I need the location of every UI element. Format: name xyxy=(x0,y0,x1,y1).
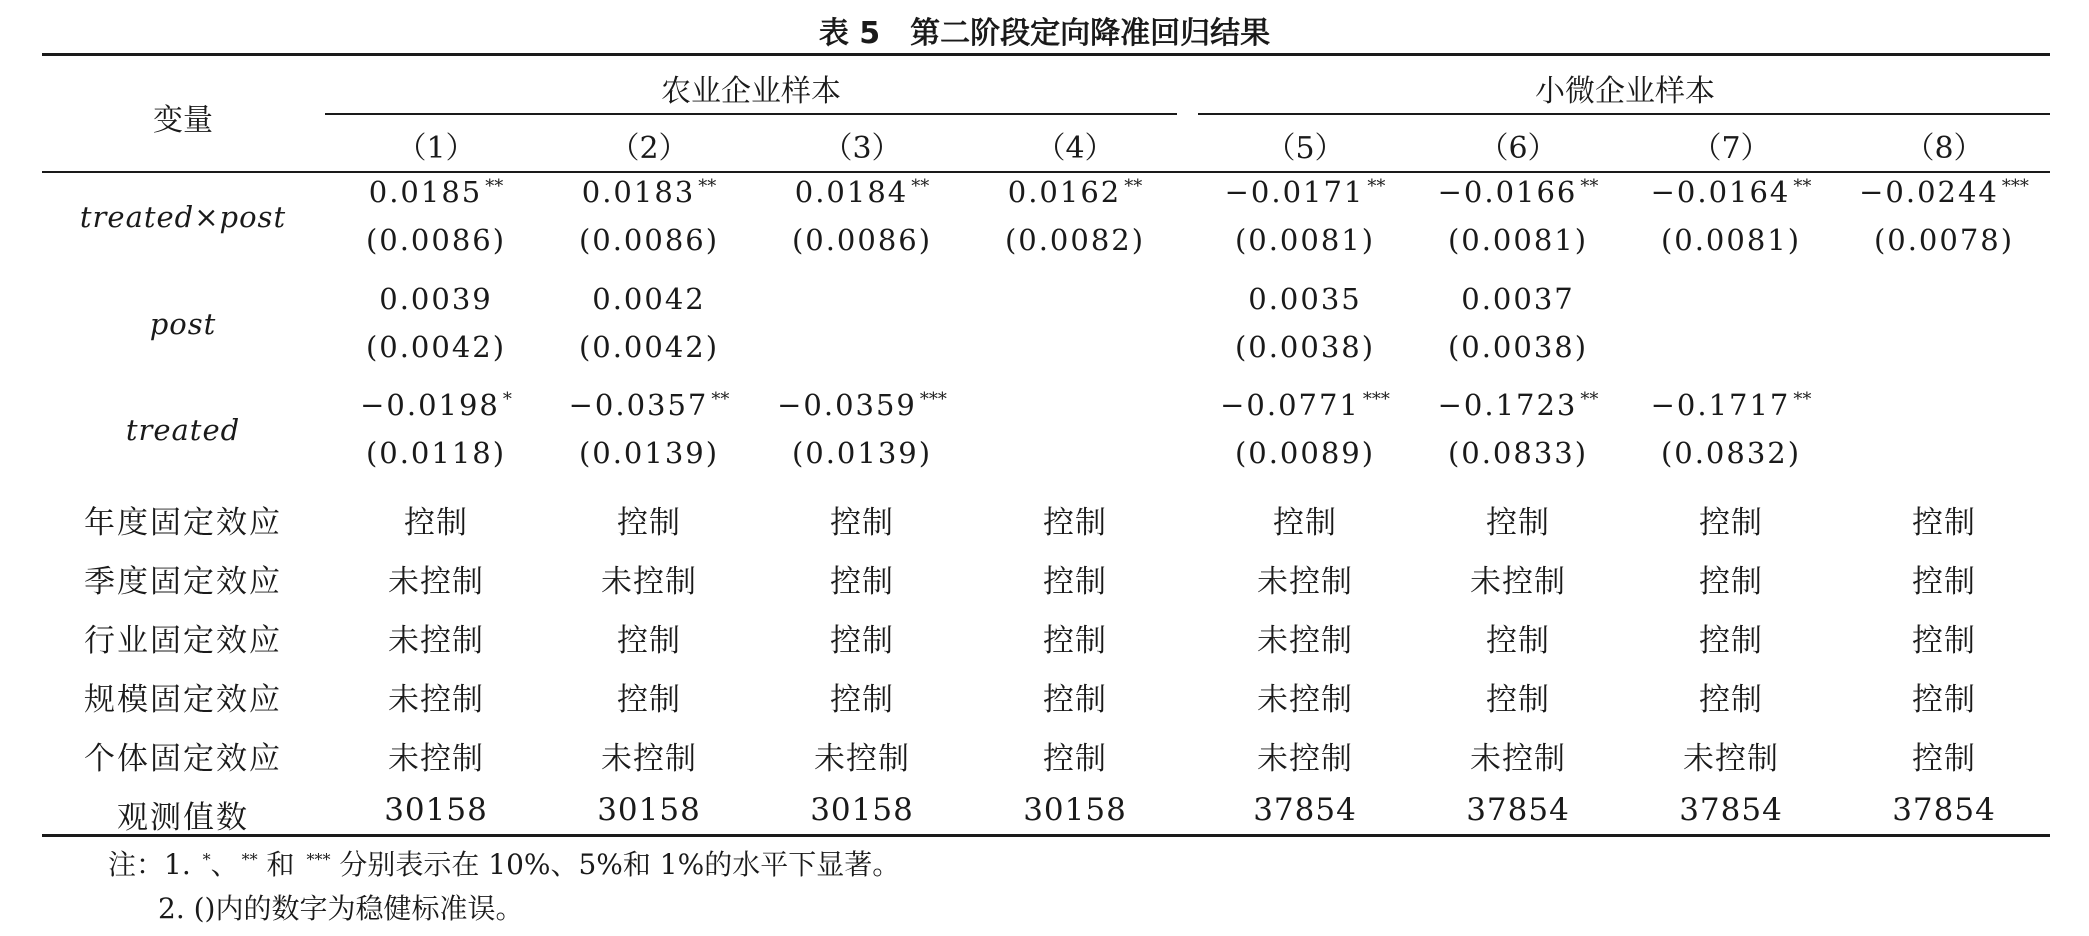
standard-error-cell: (0.0086) xyxy=(791,223,933,257)
coefficient-value: −0.0166 xyxy=(1437,175,1578,209)
standard-error-cell: (0.0139) xyxy=(791,436,933,470)
fixed-effect-cell: 30158 xyxy=(810,792,914,828)
group-rule-right xyxy=(1198,113,2050,115)
group-rule-left xyxy=(325,113,1177,115)
coefficient-value: 0.0037 xyxy=(1461,282,1575,316)
coefficient-value: −0.1717 xyxy=(1650,388,1791,422)
significance-stars: ** xyxy=(1580,176,1599,197)
fixed-effect-cell: 控制 xyxy=(1912,623,1976,659)
fixed-effect-cell: 30158 xyxy=(597,792,701,828)
fixed-effect-label: 个体固定效应 xyxy=(84,741,282,777)
coefficient-cell xyxy=(1225,175,1386,209)
coefficient-value: 0.0184 xyxy=(794,175,909,209)
fixed-effect-label: 季度固定效应 xyxy=(84,564,282,600)
standard-error-cell: (0.0081) xyxy=(1447,223,1589,257)
group-header-small-micro: 小微企业样本 xyxy=(1535,74,1715,109)
column-header: （7） xyxy=(1691,131,1771,166)
standard-error-cell: (0.0038) xyxy=(1447,330,1589,364)
coefficient-value: −0.0357 xyxy=(568,388,709,422)
fixed-effect-label: 观测值数 xyxy=(117,800,249,836)
top-rule xyxy=(42,53,2050,56)
coefficient-value: −0.0198 xyxy=(360,388,500,422)
fixed-effect-cell: 控制 xyxy=(1486,505,1550,541)
coefficient-cell xyxy=(1651,388,1812,422)
fixed-effect-cell: 控制 xyxy=(1699,505,1763,541)
table-title: 表 5 第二阶段定向降准回归结果 xyxy=(818,16,1271,51)
coefficient-cell xyxy=(1651,175,1812,209)
fixed-effect-label: 年度固定效应 xyxy=(84,505,282,541)
significance-stars: *** xyxy=(2001,176,2029,197)
fixed-effect-cell: 30158 xyxy=(1023,792,1127,828)
fixed-effect-cell: 未控制 xyxy=(1470,564,1566,600)
fixed-effect-cell: 未控制 xyxy=(601,564,697,600)
coefficient-cell xyxy=(379,282,492,316)
note-line-1 xyxy=(108,843,900,883)
standard-error-cell: (0.0038) xyxy=(1234,330,1376,364)
note-star-2: ** xyxy=(241,850,258,869)
significance-stars: ** xyxy=(485,176,504,197)
coefficient-cell xyxy=(592,282,705,316)
coefficient-value: −0.0359 xyxy=(777,388,917,422)
significance-stars: ** xyxy=(1793,389,1812,410)
coefficient-value: −0.0771 xyxy=(1220,388,1360,422)
fixed-effect-cell: 未控制 xyxy=(814,741,910,777)
coefficient-cell xyxy=(1008,175,1142,209)
significance-stars: ** xyxy=(911,176,930,197)
note-star-3: *** xyxy=(306,850,331,869)
significance-stars: * xyxy=(502,389,512,410)
coefficient-value: −0.0164 xyxy=(1650,175,1791,209)
fixed-effect-cell: 37854 xyxy=(1466,792,1570,828)
note-mid: 和 xyxy=(257,848,304,881)
coefficient-cell xyxy=(369,175,503,209)
standard-error-cell: (0.0081) xyxy=(1234,223,1376,257)
fixed-effect-cell: 未控制 xyxy=(1683,741,1779,777)
column-header: （5） xyxy=(1265,131,1345,166)
note-line-2: 2. ()内的数字为稳健标准误。 xyxy=(158,892,524,925)
coefficient-cell xyxy=(777,388,947,422)
fixed-effect-cell: 控制 xyxy=(617,682,681,718)
fixed-effect-cell: 未控制 xyxy=(1257,623,1353,659)
fixed-effect-cell: 37854 xyxy=(1892,792,1996,828)
note-prefix: 注：1. xyxy=(108,848,200,881)
column-header: （1） xyxy=(396,131,476,166)
coefficient-value: 0.0035 xyxy=(1248,282,1362,316)
note-star-1: * xyxy=(202,850,211,869)
coefficient-cell xyxy=(1220,388,1390,422)
variable-label: treated xyxy=(125,413,241,447)
significance-stars: ** xyxy=(711,389,730,410)
coefficient-value: −0.0171 xyxy=(1224,175,1365,209)
fixed-effect-cell: 未控制 xyxy=(388,682,484,718)
fixed-effect-cell: 控制 xyxy=(1912,682,1976,718)
variable-label: post xyxy=(149,307,217,341)
fixed-effect-cell: 控制 xyxy=(1699,564,1763,600)
coefficient-value: 0.0183 xyxy=(581,175,696,209)
standard-error-cell: (0.0042) xyxy=(365,330,507,364)
significance-stars: ** xyxy=(1580,389,1599,410)
fixed-effect-cell: 控制 xyxy=(1043,505,1107,541)
fixed-effect-cell: 未控制 xyxy=(388,564,484,600)
fixed-effect-cell: 控制 xyxy=(1043,564,1107,600)
variable-header: 变量 xyxy=(153,103,213,138)
fixed-effect-cell: 控制 xyxy=(1912,564,1976,600)
fixed-effect-cell: 未控制 xyxy=(601,741,697,777)
coefficient-value: 0.0185 xyxy=(368,175,483,209)
coefficient-cell xyxy=(795,175,929,209)
fixed-effect-cell: 控制 xyxy=(830,564,894,600)
fixed-effect-cell: 控制 xyxy=(1043,741,1107,777)
standard-error-cell: (0.0078) xyxy=(1873,223,2015,257)
fixed-effect-cell: 控制 xyxy=(617,505,681,541)
fixed-effect-cell: 控制 xyxy=(617,623,681,659)
column-header: （3） xyxy=(822,131,902,166)
fixed-effect-label: 规模固定效应 xyxy=(84,682,282,718)
standard-error-cell: (0.0139) xyxy=(578,436,720,470)
standard-error-cell: (0.0833) xyxy=(1447,436,1589,470)
standard-error-cell: (0.0086) xyxy=(578,223,720,257)
standard-error-cell: (0.0042) xyxy=(578,330,720,364)
fixed-effect-cell: 控制 xyxy=(830,682,894,718)
fixed-effect-cell: 控制 xyxy=(830,505,894,541)
significance-stars: ** xyxy=(1367,176,1386,197)
fixed-effect-cell: 30158 xyxy=(384,792,488,828)
significance-stars: *** xyxy=(1362,389,1390,410)
fixed-effect-cell: 控制 xyxy=(1912,505,1976,541)
coefficient-cell xyxy=(1859,175,2029,209)
coefficient-cell xyxy=(1248,282,1361,316)
fixed-effect-cell: 未控制 xyxy=(388,623,484,659)
fixed-effect-cell: 控制 xyxy=(1486,623,1550,659)
coefficient-cell xyxy=(1438,388,1599,422)
column-header: （4） xyxy=(1035,131,1115,166)
significance-stars: ** xyxy=(1124,176,1143,197)
note-suffix: 分别表示在 10%、5%和 1%的水平下显著。 xyxy=(330,848,901,881)
coefficient-cell xyxy=(360,388,512,422)
coefficient-value: 0.0042 xyxy=(592,282,706,316)
coefficient-cell xyxy=(1438,175,1599,209)
fixed-effect-cell: 未控制 xyxy=(1257,682,1353,718)
fixed-effect-cell: 控制 xyxy=(1486,682,1550,718)
fixed-effect-cell: 控制 xyxy=(1912,741,1976,777)
standard-error-cell: (0.0082) xyxy=(1004,223,1146,257)
variable-label: treated×post xyxy=(79,200,287,234)
coefficient-value: 0.0039 xyxy=(379,282,493,316)
fixed-effect-cell: 未控制 xyxy=(388,741,484,777)
note-sep: 、 xyxy=(210,848,239,881)
header-rule xyxy=(42,171,2050,173)
coefficient-value: −0.0244 xyxy=(1859,175,1999,209)
fixed-effect-cell: 未控制 xyxy=(1257,564,1353,600)
standard-error-cell: (0.0081) xyxy=(1660,223,1802,257)
coefficient-value: −0.1723 xyxy=(1437,388,1578,422)
column-header: （2） xyxy=(609,131,689,166)
fixed-effect-cell: 控制 xyxy=(1043,623,1107,659)
coefficient-cell xyxy=(1461,282,1574,316)
fixed-effect-cell: 控制 xyxy=(1273,505,1337,541)
coefficient-cell xyxy=(582,175,716,209)
column-header: （6） xyxy=(1478,131,1558,166)
significance-stars: ** xyxy=(1793,176,1812,197)
standard-error-cell: (0.0118) xyxy=(365,436,507,470)
fixed-effect-cell: 控制 xyxy=(404,505,468,541)
fixed-effect-cell: 控制 xyxy=(1699,682,1763,718)
column-header: （8） xyxy=(1904,131,1984,166)
fixed-effect-cell: 未控制 xyxy=(1257,741,1353,777)
group-header-agriculture: 农业企业样本 xyxy=(661,74,841,109)
fixed-effect-cell: 控制 xyxy=(1699,623,1763,659)
coefficient-value: 0.0162 xyxy=(1007,175,1122,209)
standard-error-cell: (0.0089) xyxy=(1234,436,1376,470)
standard-error-cell: (0.0086) xyxy=(365,223,507,257)
fixed-effect-label: 行业固定效应 xyxy=(84,623,282,659)
significance-stars: *** xyxy=(919,389,947,410)
fixed-effect-cell: 未控制 xyxy=(1470,741,1566,777)
significance-stars: ** xyxy=(698,176,717,197)
fixed-effect-cell: 37854 xyxy=(1253,792,1357,828)
coefficient-cell xyxy=(569,388,730,422)
fixed-effect-cell: 控制 xyxy=(830,623,894,659)
fixed-effect-cell: 控制 xyxy=(1043,682,1107,718)
standard-error-cell: (0.0832) xyxy=(1660,436,1802,470)
bottom-rule xyxy=(42,834,2050,837)
fixed-effect-cell: 37854 xyxy=(1679,792,1783,828)
